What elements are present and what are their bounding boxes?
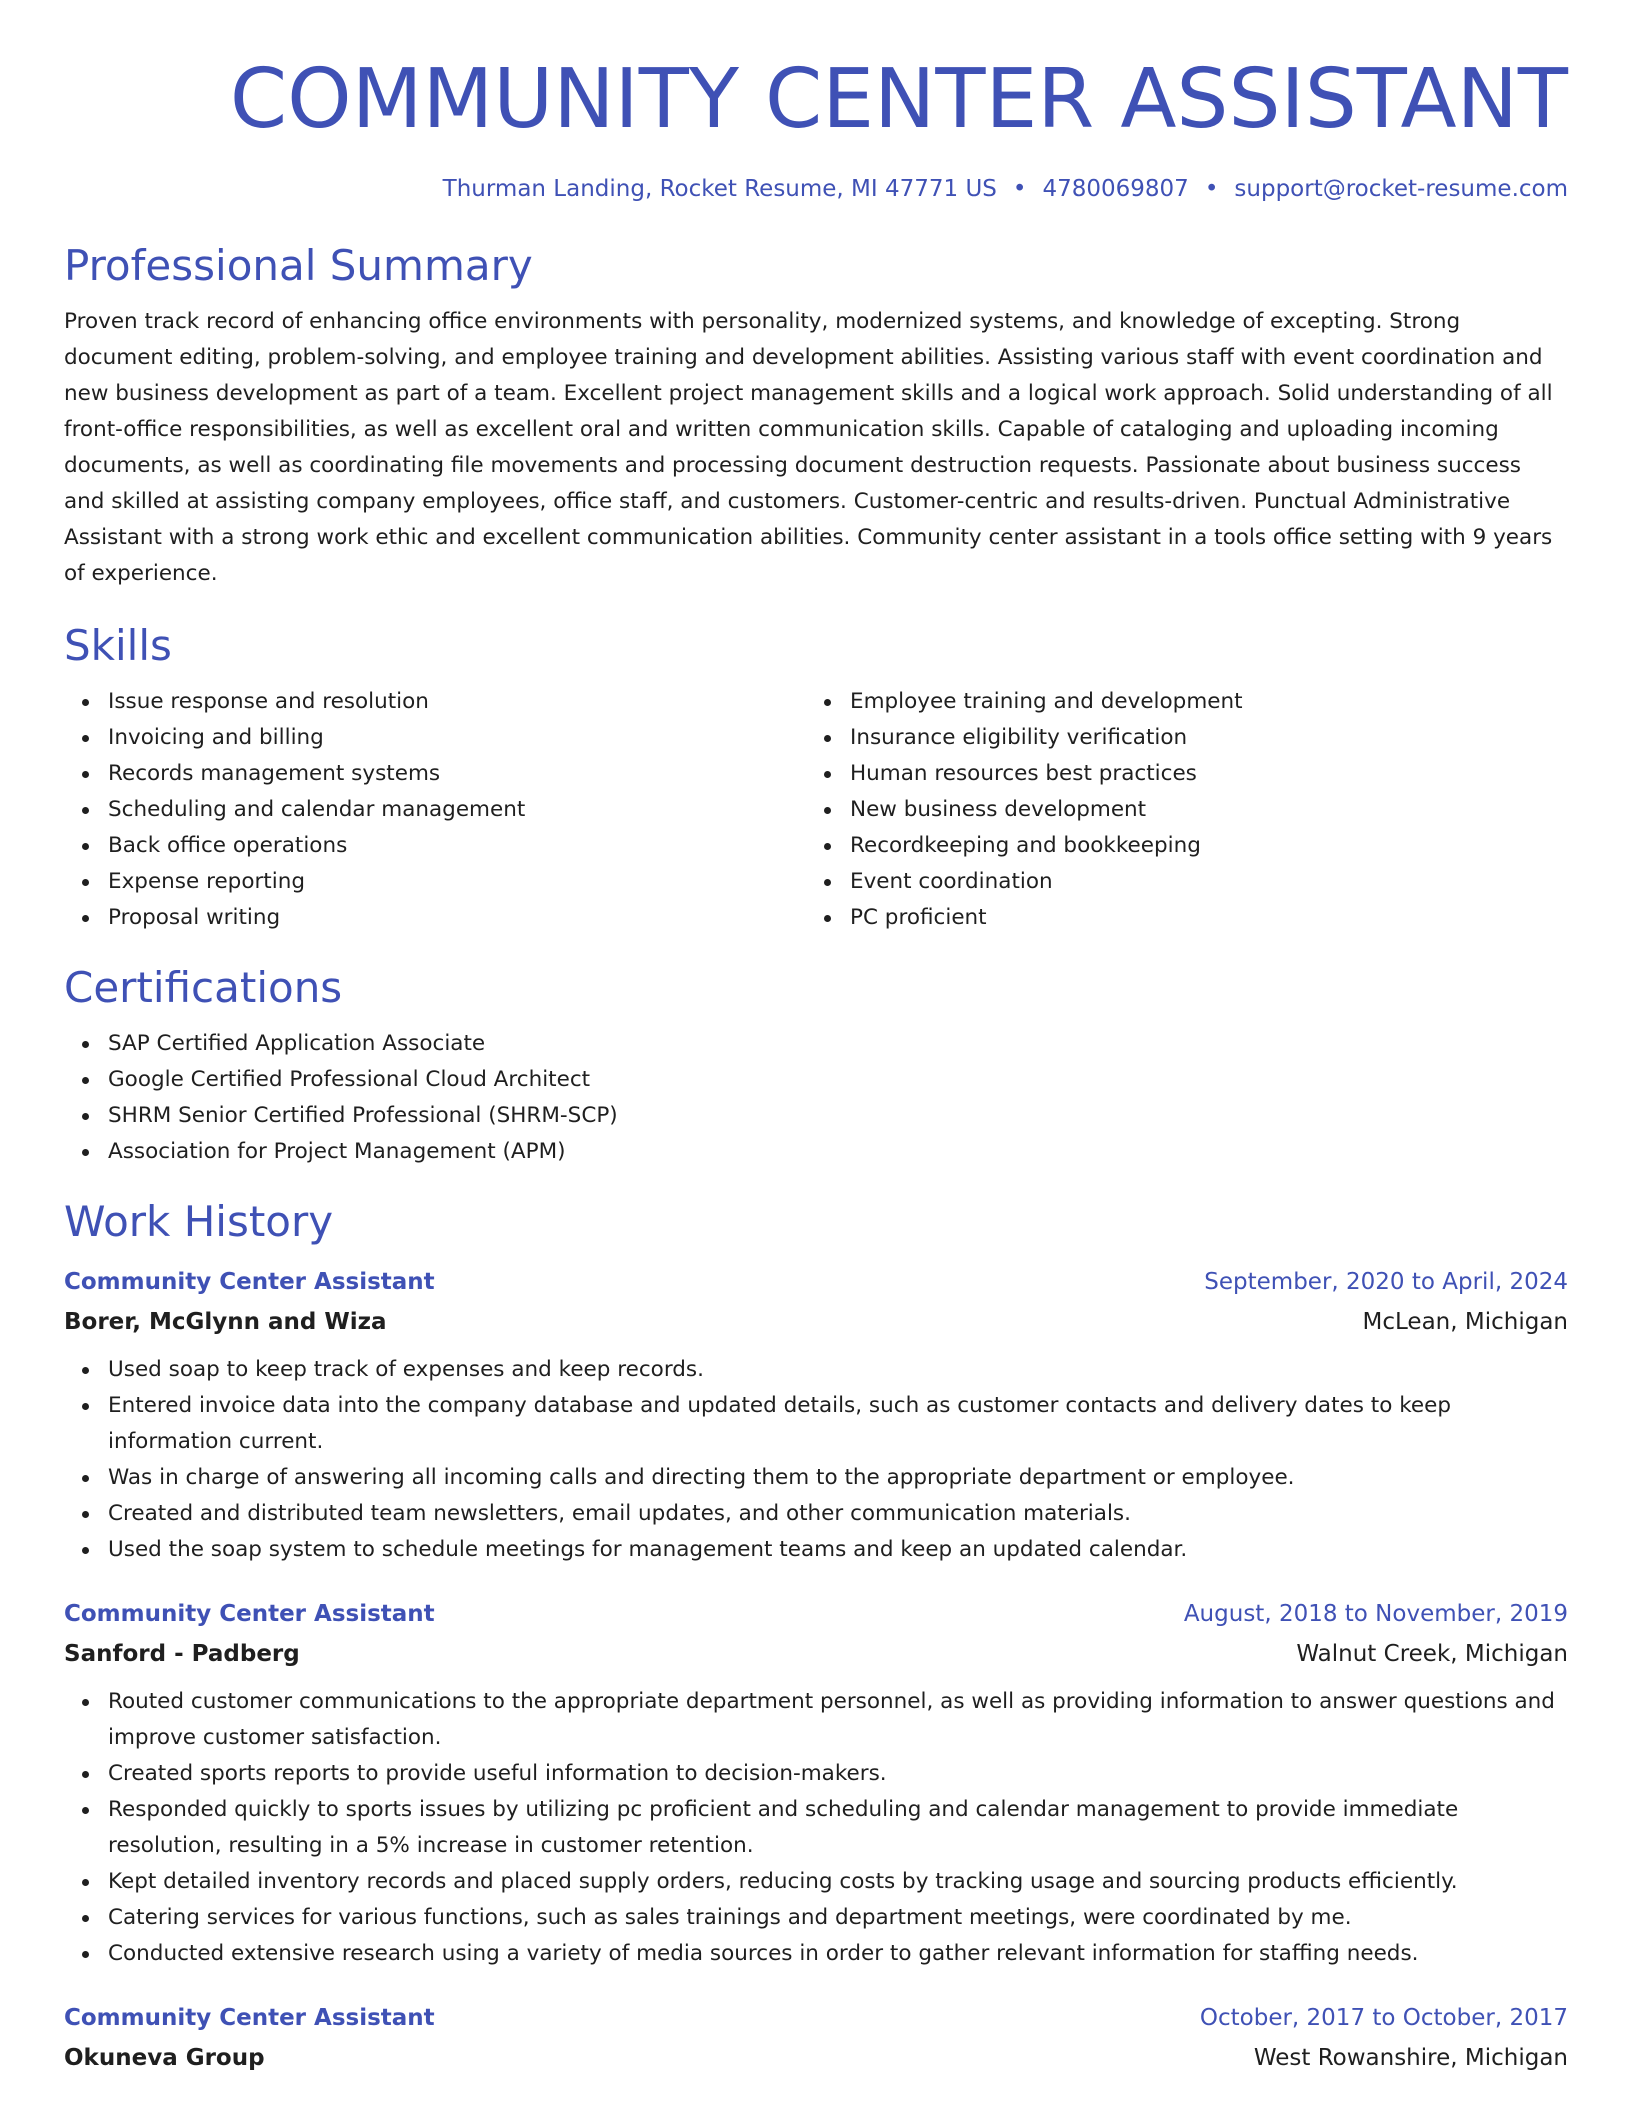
job-subheader <box>64 1302 1568 1342</box>
job-company: Borer, McGlynn and Wiza <box>64 1309 387 1335</box>
job-bullet: Conducted extensive research using a variety of media sources in order to gather relevant information for staffing needs. <box>108 1936 1568 1972</box>
contact-separator: • <box>1012 176 1027 202</box>
section-heading-skills: Skills <box>64 621 172 670</box>
job-subheader <box>64 1634 1568 1674</box>
certifications-section <box>64 962 1568 1170</box>
certification-item: Association for Project Management (APM) <box>108 1134 1568 1170</box>
skill-item: Recordkeeping and bookkeeping <box>850 828 1548 864</box>
resume-header <box>64 52 1568 204</box>
skills-list-right <box>806 684 1548 936</box>
skill-item: Event coordination <box>850 864 1548 900</box>
contact-separator: • <box>1204 176 1219 202</box>
job-bullet: Routed customer communications to the appropriate department personnel, as well as providing information to answer questions and improve customer satisfaction. <box>108 1684 1568 1756</box>
skill-item: Issue response and resolution <box>108 684 806 720</box>
job-bullet: Entered invoice data into the company database and updated details, such as customer contacts and delivery dates to keep information current. <box>108 1388 1568 1460</box>
certification-item: SHRM Senior Certified Professional (SHRM-SCP) <box>108 1098 1568 1134</box>
job-bullets <box>64 1352 1568 1568</box>
skill-item: Records management systems <box>108 756 806 792</box>
certifications-list <box>64 1026 1568 1170</box>
section-heading-certifications: Certifications <box>64 963 343 1012</box>
job-dates: September, 2020 to April, 2024 <box>1204 1269 1568 1295</box>
skill-item: Scheduling and calendar management <box>108 792 806 828</box>
job-location: West Rowanshire, Michigan <box>1253 2045 1568 2071</box>
skill-item: Employee training and development <box>850 684 1548 720</box>
job-header <box>64 1594 1568 1634</box>
skill-item: Human resources best practices <box>850 756 1548 792</box>
skill-item: PC proficient <box>850 900 1548 936</box>
job-bullet: Responded quickly to sports issues by utilizing pc proficient and scheduling and calendar management to provide immediate resolution, resulting in a 5% increase in customer retention. <box>108 1792 1568 1864</box>
skill-item: Expense reporting <box>108 864 806 900</box>
job-title: Community Center Assistant <box>64 1601 435 1627</box>
section-heading-work-history: Work History <box>64 1197 334 1246</box>
job-location: Walnut Creek, Michigan <box>1296 1641 1568 1667</box>
contact-email: support@rocket-resume.com <box>1234 176 1568 202</box>
job-company: Sanford - Padberg <box>64 1641 300 1667</box>
job-title: Community Center Assistant <box>64 1269 435 1295</box>
job-header <box>64 1262 1568 1302</box>
skills-section <box>64 620 1568 936</box>
job-dates: August, 2018 to November, 2019 <box>1183 1601 1568 1627</box>
summary-section <box>64 240 1568 592</box>
job-bullet: Used the soap system to schedule meetings for management teams and keep an updated calendar. <box>108 1532 1568 1568</box>
job-bullets <box>64 1684 1568 1972</box>
job-bullet: Was in charge of answering all incoming calls and directing them to the appropriate department or employee. <box>108 1460 1568 1496</box>
skills-grid <box>64 684 1568 936</box>
certification-item: SAP Certified Application Associate <box>108 1026 1568 1062</box>
section-heading-summary: Professional Summary <box>64 241 533 290</box>
job-entry <box>64 1998 1568 2078</box>
job-bullet: Created and distributed team newsletters, email updates, and other communication materials. <box>108 1496 1568 1532</box>
skills-column-left <box>64 684 806 936</box>
job-company: Okuneva Group <box>64 2045 265 2071</box>
certification-item: Google Certified Professional Cloud Architect <box>108 1062 1568 1098</box>
skill-item: New business development <box>850 792 1548 828</box>
job-header <box>64 1998 1568 2038</box>
job-bullet: Catering services for various functions, such as sales trainings and department meetings, were coordinated by me. <box>108 1900 1568 1936</box>
skills-column-right <box>806 684 1548 936</box>
job-location: McLean, Michigan <box>1362 1309 1568 1335</box>
contact-line <box>64 174 1568 204</box>
job-entry <box>64 1594 1568 1972</box>
work-history-section <box>64 1196 1568 2078</box>
job-bullet: Kept detailed inventory records and placed supply orders, reducing costs by tracking usage and sourcing products efficiently. <box>108 1864 1568 1900</box>
contact-address: Thurman Landing, Rocket Resume, MI 47771 US <box>442 176 997 202</box>
summary-text: Proven track record of enhancing office environments with personality, modernized systems, and knowledge of excepting. Strong document editing, problem-solving, and employee training and development abilities. Assisting various staff with event coordination and new business development as part of a team. Excellent project management skills and a logical work approach. Solid understanding of all front-office responsibilities, as well as excellent oral and written communication skills. Capable of cataloging and uploading incoming documents, as well as coordinating file movements and processing document destruction requests. Passionate about business success and skilled at assisting company employees, office staff, and customers. Customer-centric and results-driven. Punctual Administrative Assistant with a strong work ethic and excellent communication abilities. Community center assistant in a tools office setting with 9 years of experience. <box>64 309 1553 586</box>
skill-item: Insurance eligibility verification <box>850 720 1548 756</box>
skill-item: Invoicing and billing <box>108 720 806 756</box>
job-bullet: Created sports reports to provide useful information to decision-makers. <box>108 1756 1568 1792</box>
page-title: COMMUNITY CENTER ASSISTANT <box>229 52 1568 147</box>
contact-phone: 4780069807 <box>1042 176 1189 202</box>
skill-item: Proposal writing <box>108 900 806 936</box>
job-dates: October, 2017 to October, 2017 <box>1199 2005 1568 2031</box>
job-subheader <box>64 2038 1568 2078</box>
skill-item: Back office operations <box>108 828 806 864</box>
skills-list-left <box>64 684 806 936</box>
job-title: Community Center Assistant <box>64 2005 435 2031</box>
job-entry <box>64 1262 1568 1568</box>
job-bullet: Used soap to keep track of expenses and keep records. <box>108 1352 1568 1388</box>
